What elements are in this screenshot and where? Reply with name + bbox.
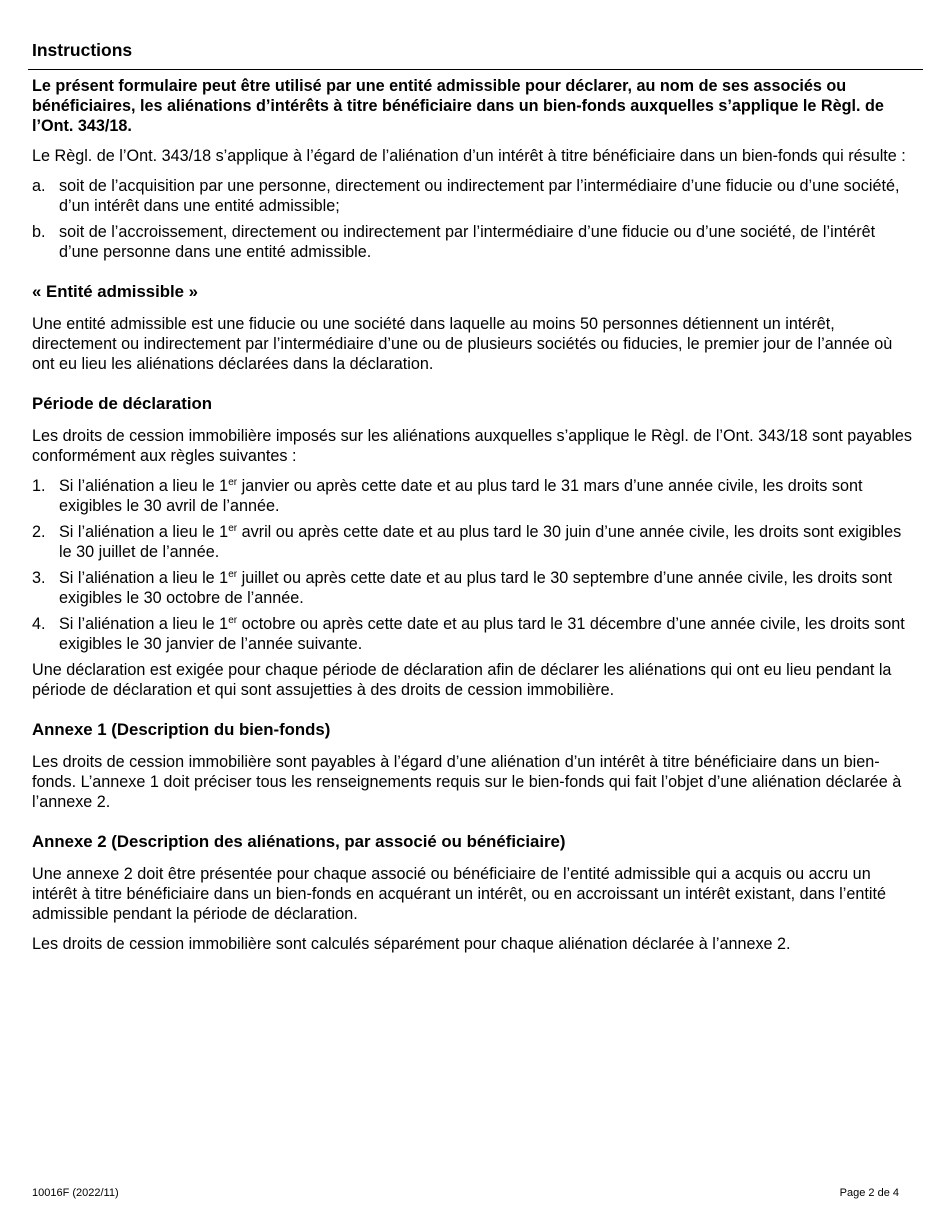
list-item: [32, 222, 918, 262]
form-identifier: 10016F (2022/11): [32, 1187, 119, 1199]
period-closing-paragraph: Une déclaration est exigée pour chaque période de déclaration afin de déclarer les aliénations qui ont eu lieu pendant la période de déclaration et qui sont assujetties à des droits de cession immobilière.: [32, 661, 892, 699]
schedule2-calculation-paragraph: Les droits de cession immobilière sont calculés séparément pour chaque aliénation déclarée à l’annexe 2.: [32, 935, 791, 953]
list-marker: 3.: [32, 569, 46, 587]
applies-list: [32, 176, 918, 262]
page-number: Page 2 de 4: [839, 1187, 899, 1199]
list-item-text: soit de l’acquisition par une personne, directement ou indirectement par l’intermédiaire d’une fiducie ou d’une société, d’un intérêt dans une entité admissible;: [59, 177, 900, 215]
schedule1-heading: Annexe 1 (Description du bien-fonds): [32, 720, 331, 739]
list-item: [32, 476, 918, 516]
list-item-text: Si l’aliénation a lieu le 1er juillet ou après cette date et au plus tard le 30 septembre d’une année civile, les droits sont exigibles le 30 octobre de l’année.: [59, 569, 893, 607]
list-item-text: Si l’aliénation a lieu le 1er janvier ou après cette date et au plus tard le 31 mars d’une année civile, les droits sont exigibles le 30 avril de l’année.: [59, 477, 863, 515]
schedule2-paragraph: Une annexe 2 doit être présentée pour chaque associé ou bénéficiaire de l’entité admissible qui a acquis ou accru un intérêt à titre bénéficiaire dans un bien-fonds en acquérant un intérêt, ou en accroissant un intérêt existant, dans l’entité admissible pendant la période de déclaration.: [32, 865, 886, 923]
entity-heading: « Entité admissible »: [32, 282, 199, 301]
list-marker: 1.: [32, 477, 46, 495]
period-paragraph: Les droits de cession immobilière imposés sur les aliénations auxquelles s’applique le Règl. de l’Ont. 343/18 sont payables conformément aux règles suivantes :: [32, 427, 913, 465]
list-item-text: soit de l’accroissement, directement ou indirectement par l’intermédiaire d’une fiducie ou d’une société, de l’intérêt d’une personne dans une entité admissible.: [59, 223, 876, 261]
list-marker: 4.: [32, 615, 46, 633]
list-marker: a.: [32, 177, 46, 195]
list-item: [32, 522, 918, 562]
page-title: Instructions: [32, 40, 133, 60]
list-item: [32, 568, 918, 608]
list-item-text: Si l’aliénation a lieu le 1er octobre ou après cette date et au plus tard le 31 décembre d’une année civile, les droits sont exigibles le 30 janvier de l’année suivante.: [59, 615, 905, 653]
page-header: [32, 40, 922, 67]
list-item-text: Si l’aliénation a lieu le 1er avril ou après cette date et au plus tard le 30 juin d’une année civile, les droits sont exigibles le 30 juillet de l’année.: [59, 523, 902, 561]
schedule1-paragraph: Les droits de cession immobilière sont payables à l’égard d’une aliénation d’un intérêt à titre bénéficiaire dans un bien-fonds. L’annexe 1 doit préciser tous les renseignements requis sur le bien-fonds qui fait l’objet d’une aliénation déclarée à l’annexe 2.: [32, 753, 902, 811]
list-item: [32, 614, 918, 654]
list-marker: 2.: [32, 523, 46, 541]
intro-paragraph: Le présent formulaire peut être utilisé par une entité admissible pour déclarer, au nom de ses associés ou bénéficiaires, les aliénations d’intérêts à titre bénéficiaire dans un bien-fonds auxquelles s’applique le Règl. de l’Ont. 343/18.: [32, 77, 884, 135]
title-divider: [28, 69, 923, 70]
instructions-body: [32, 76, 918, 964]
period-heading: Période de déclaration: [32, 394, 212, 413]
entity-paragraph: Une entité admissible est une fiducie ou une société dans laquelle au moins 50 personnes détiennent un intérêt, directement ou indirectement par l’intermédiaire d’une ou de plusieurs sociétés ou fiducies, le premier jour de l’année où ont eu lieu les aliénations déclarées dans la déclaration.: [32, 315, 893, 373]
schedule2-heading: Annexe 2 (Description des aliénations, par associé ou bénéficiaire): [32, 832, 566, 851]
applies-paragraph: Le Règl. de l’Ont. 343/18 s’applique à l’égard de l’aliénation d’un intérêt à titre bénéficiaire dans un bien-fonds qui résulte :: [32, 147, 906, 165]
list-marker: b.: [32, 223, 46, 241]
list-item: [32, 176, 918, 216]
period-list: [32, 476, 918, 654]
